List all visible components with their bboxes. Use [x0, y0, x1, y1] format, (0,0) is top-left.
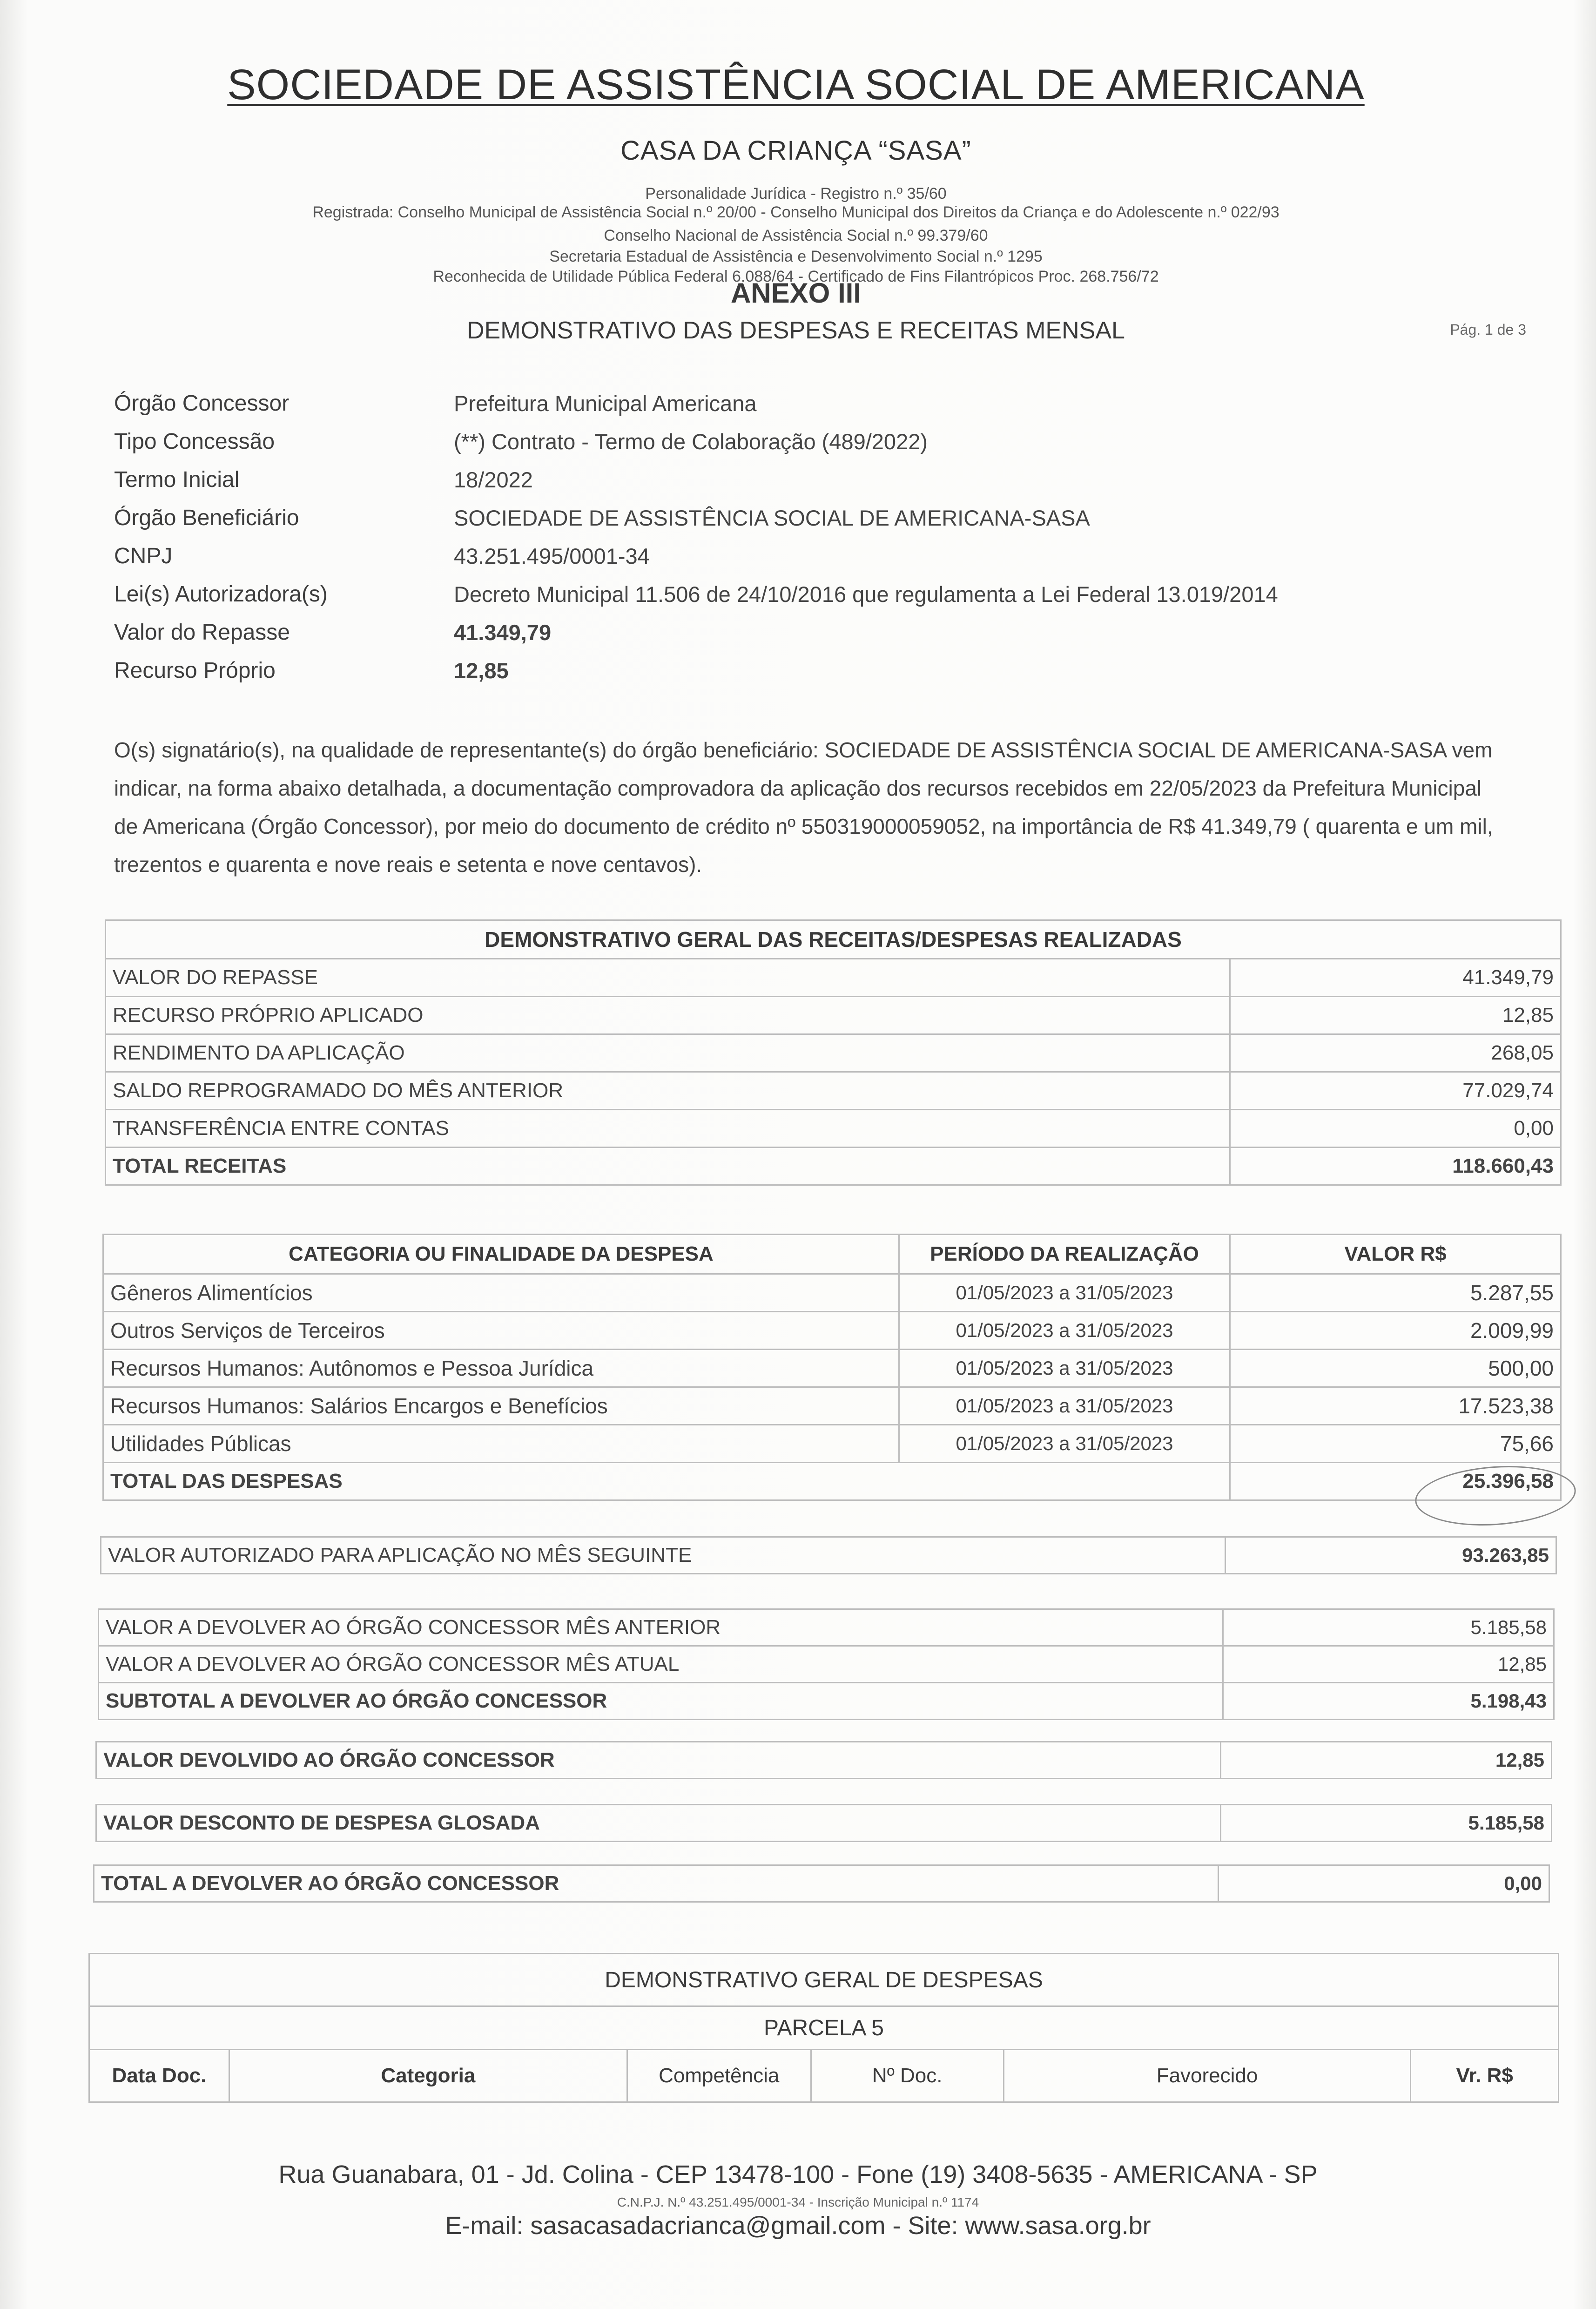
total-row [103, 1463, 1561, 1500]
organization-title: SOCIEDADE DE ASSISTÊNCIA SOCIAL DE AMERICANA [227, 61, 1365, 108]
glosada-table [95, 1804, 1552, 1842]
table-row [96, 1742, 1552, 1779]
column-header: CATEGORIA OU FINALIDADE DA DESPESA [103, 1235, 899, 1274]
info-value: Decreto Municipal 11.506 de 24/10/2016 que regulamenta a Lei Federal 13.019/2014 [454, 581, 1278, 607]
row-value: 12,85 [1221, 1742, 1552, 1779]
registration-line: Personalidade Jurídica - Registro n.º 35/60 [645, 185, 947, 203]
category-cell: Outros Serviços de Terceiros [103, 1312, 899, 1350]
info-row [114, 460, 1464, 499]
row-label: VALOR DESCONTO DE DESPESA GLOSADA [96, 1805, 1221, 1842]
demonstrativo-geral-table [88, 1953, 1559, 2103]
footer-cnpj: C.N.P.J. N.º 43.251.495/0001-34 - Inscrição Municipal n.º 1174 [617, 2195, 979, 2209]
info-label: Valor do Repasse [114, 620, 290, 645]
info-label: Tipo Concessão [114, 429, 275, 454]
category-cell: Recursos Humanos: Salários Encargos e Benefícios [103, 1387, 899, 1425]
row-label: VALOR DO REPASSE [106, 959, 1230, 997]
period-cell: 01/05/2023 a 31/05/2023 [899, 1312, 1230, 1350]
value-cell: 5.287,55 [1230, 1274, 1561, 1312]
column-header: Data Doc. [89, 2050, 229, 2102]
total-row [106, 1148, 1561, 1185]
info-row [114, 537, 1464, 575]
value-cell: 17.523,38 [1230, 1387, 1561, 1425]
info-row [114, 499, 1464, 537]
row-label: TOTAL A DEVOLVER AO ÓRGÃO CONCESSOR [94, 1865, 1219, 1902]
row-value: 0,00 [1230, 1110, 1561, 1148]
row-label: SALDO REPROGRAMADO DO MÊS ANTERIOR [106, 1072, 1230, 1110]
total-label: TOTAL RECEITAS [106, 1148, 1230, 1185]
value-cell: 500,00 [1230, 1350, 1561, 1387]
row-label: VALOR A DEVOLVER AO ÓRGÃO CONCESSOR MÊS ATUAL [99, 1646, 1223, 1683]
row-value: 0,00 [1219, 1865, 1549, 1902]
table-row [103, 1425, 1561, 1463]
table-row [94, 1865, 1549, 1902]
registration-line: Secretaria Estadual de Assistência e Desenvolvimento Social n.º 1295 [549, 248, 1043, 265]
demonstrativo-title: DEMONSTRATIVO GERAL DE DESPESAS [89, 1954, 1559, 2006]
receitas-title: DEMONSTRATIVO GERAL DAS RECEITAS/DESPESAS REALIZADAS [106, 920, 1561, 959]
column-header: Vr. R$ [1411, 2050, 1559, 2102]
info-row [114, 422, 1464, 460]
column-header: VALOR R$ [1230, 1235, 1561, 1274]
devolver-table [98, 1608, 1555, 1720]
column-header: Categoria [229, 2050, 627, 2102]
table-row [99, 1646, 1554, 1683]
declaration-paragraph: O(s) signatário(s), na qualidade de representante(s) do órgão beneficiário: SOCIEDADE DE ASSISTÊNCIA SOCIAL DE AMERICANA-SASA vem indicar, na forma abaixo detalhada, a documentação comprovadora da aplicação dos recursos recebidos em 22/05/2023 da Prefeitura Municipal de Americana (Órgão Concessor), por meio do documento de crédito nº 550319000059052, na importância de R$ 41.349,79 ( quarenta e um mil, trezentos e quarenta e nove reais e setenta e nove centavos). [114, 738, 1493, 877]
table-row [103, 1387, 1561, 1425]
row-label: TRANSFERÊNCIA ENTRE CONTAS [106, 1110, 1230, 1148]
info-label: Órgão Beneficiário [114, 505, 299, 530]
value-cell: 2.009,99 [1230, 1312, 1561, 1350]
category-cell: Gêneros Alimentícios [103, 1274, 899, 1312]
organization-subtitle: CASA DA CRIANÇA “SASA” [620, 135, 971, 166]
category-cell: Utilidades Públicas [103, 1425, 899, 1463]
column-header: Favorecido [1003, 2050, 1411, 2102]
period-cell: 01/05/2023 a 31/05/2023 [899, 1387, 1230, 1425]
info-label: Lei(s) Autorizadora(s) [114, 581, 328, 607]
info-label: CNPJ [114, 543, 173, 568]
info-value: 41.349,79 [454, 620, 552, 645]
total-label: TOTAL DAS DESPESAS [103, 1463, 1230, 1500]
info-row [114, 575, 1464, 613]
devolvido-table [95, 1741, 1552, 1779]
page-number: Pág. 1 de 3 [1450, 321, 1526, 338]
annex-label: ANEXO III [730, 277, 862, 309]
table-row [106, 1034, 1561, 1072]
row-value: 5.185,58 [1221, 1805, 1552, 1842]
category-cell: Recursos Humanos: Autônomos e Pessoa Jurídica [103, 1350, 899, 1387]
info-value: (**) Contrato - Termo de Colaboração (489/2022) [454, 429, 928, 454]
column-header: Competência [627, 2050, 811, 2102]
info-value: SOCIEDADE DE ASSISTÊNCIA SOCIAL DE AMERICANA-SASA [454, 505, 1090, 530]
total-value: 118.660,43 [1230, 1148, 1561, 1185]
row-label: RENDIMENTO DA APLICAÇÃO [106, 1034, 1230, 1072]
total-devolver-table [93, 1864, 1550, 1903]
info-block [114, 384, 1464, 689]
registration-line: Conselho Nacional de Assistência Social n.º 99.379/60 [604, 227, 988, 244]
total-value: 25.396,58 [1230, 1463, 1561, 1500]
table-row [103, 1274, 1561, 1312]
table-row [103, 1312, 1561, 1350]
table-row [106, 1110, 1561, 1148]
info-row [114, 384, 1464, 422]
table-row [106, 959, 1561, 997]
parcela-label: PARCELA 5 [89, 2006, 1559, 2050]
registration-line: Reconhecida de Utilidade Pública Federal 6.088/64 - Certificado de Fins Filantrópicos Proc. 268.756/72 [433, 268, 1159, 285]
info-value: 43.251.495/0001-34 [454, 543, 650, 568]
info-label: Termo Inicial [114, 467, 240, 492]
table-row [103, 1350, 1561, 1387]
table-row [106, 997, 1561, 1034]
footer-address: Rua Guanabara, 01 - Jd. Colina - CEP 13478-100 - Fone (19) 3408-5635 - AMERICANA - SP [278, 2160, 1318, 2188]
footer-contact: E-mail: sasacasadacrianca@gmail.com - Site: www.sasa.org.br [445, 2212, 1151, 2240]
period-cell: 01/05/2023 a 31/05/2023 [899, 1274, 1230, 1312]
table-row [101, 1537, 1556, 1574]
info-row [114, 613, 1464, 651]
row-value: 5.198,43 [1223, 1683, 1554, 1720]
despesas-table [102, 1234, 1562, 1501]
info-label: Órgão Concessor [114, 391, 290, 416]
value-cell: 75,66 [1230, 1425, 1561, 1463]
table-row [99, 1683, 1554, 1720]
info-value: 18/2022 [454, 467, 533, 492]
row-value: 77.029,74 [1230, 1072, 1561, 1110]
period-cell: 01/05/2023 a 31/05/2023 [899, 1425, 1230, 1463]
info-value: Prefeitura Municipal Americana [454, 391, 757, 416]
info-label: Recurso Próprio [114, 658, 276, 683]
row-value: 5.185,58 [1223, 1609, 1554, 1646]
row-label: RECURSO PRÓPRIO APLICADO [106, 997, 1230, 1034]
info-value: 12,85 [454, 658, 509, 683]
row-value: 41.349,79 [1230, 959, 1561, 997]
row-value: 12,85 [1230, 997, 1561, 1034]
row-value: 268,05 [1230, 1034, 1561, 1072]
autorizado-table [100, 1536, 1557, 1574]
row-label: VALOR AUTORIZADO PARA APLICAÇÃO NO MÊS SEGUINTE [101, 1537, 1226, 1574]
receitas-table [105, 919, 1562, 1186]
info-row [114, 651, 1464, 689]
registration-line: Registrada: Conselho Municipal de Assistência Social n.º 20/00 - Conselho Municipal dos Direitos da Criança e do Adolescente n.º 022/93 [312, 203, 1279, 221]
column-header: Nº Doc. [811, 2050, 1003, 2102]
row-label: SUBTOTAL A DEVOLVER AO ÓRGÃO CONCESSOR [99, 1683, 1223, 1720]
row-value: 93.263,85 [1226, 1537, 1556, 1574]
table-row [99, 1609, 1554, 1646]
table-row [106, 1072, 1561, 1110]
row-value: 12,85 [1223, 1646, 1554, 1683]
table-row [96, 1805, 1552, 1842]
document-title: DEMONSTRATIVO DAS DESPESAS E RECEITAS MENSAL [467, 317, 1125, 344]
row-label: VALOR A DEVOLVER AO ÓRGÃO CONCESSOR MÊS ANTERIOR [99, 1609, 1223, 1646]
column-header: PERÍODO DA REALIZAÇÃO [899, 1235, 1230, 1274]
row-label: VALOR DEVOLVIDO AO ÓRGÃO CONCESSOR [96, 1742, 1221, 1779]
period-cell: 01/05/2023 a 31/05/2023 [899, 1350, 1230, 1387]
